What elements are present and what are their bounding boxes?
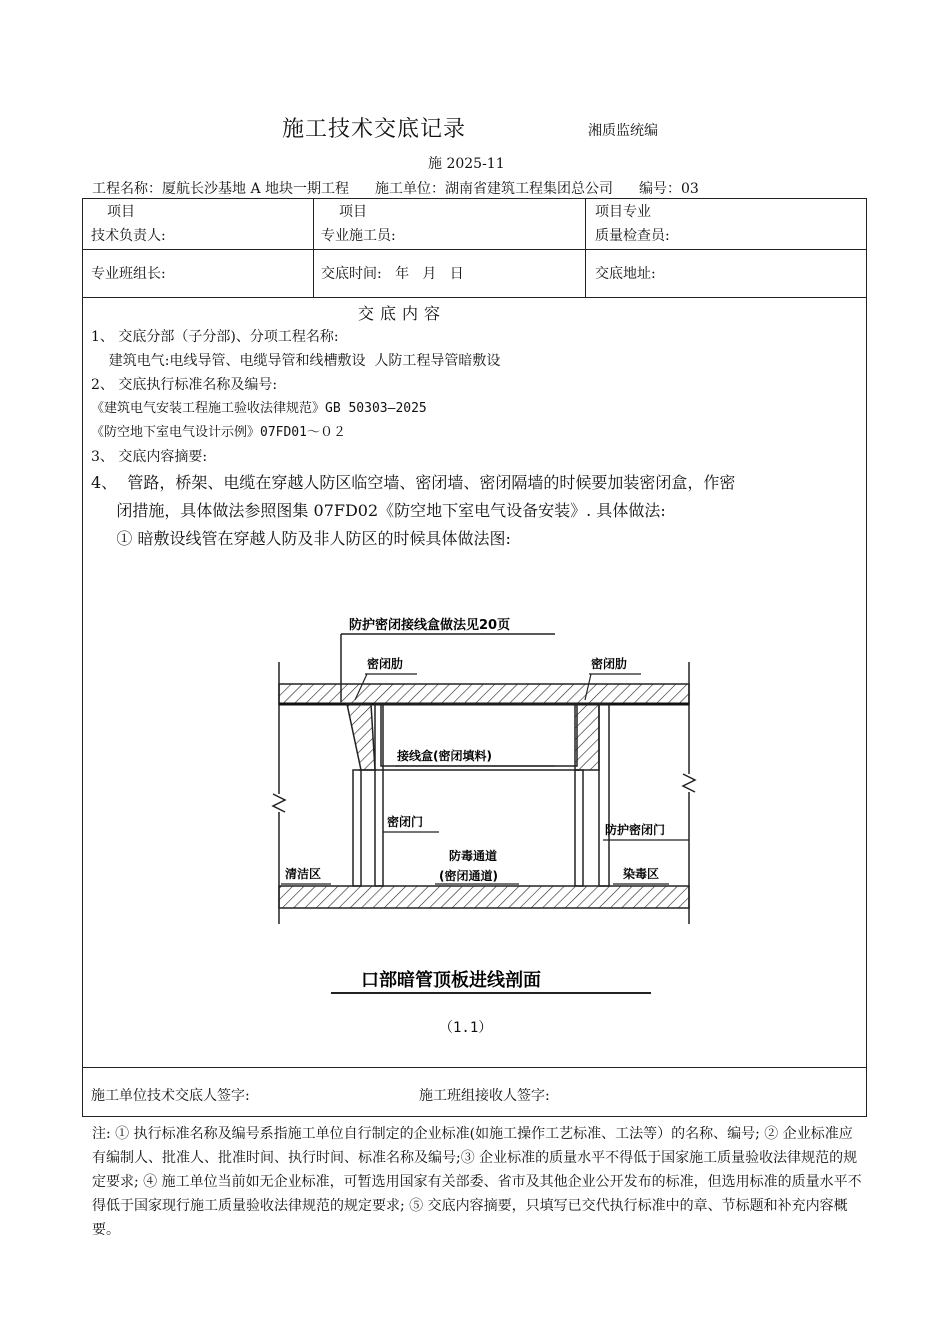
footnotes: 注: ① 执行标准名称及编号系指施工单位自行制定的企业标准(如施工操作工艺标准、工法等）的名称、编号; ② 企业标准应有编制人、批准人、批准时间、执行时间、标准名称及编号;③ 企业标准的质量水平不得低于国家施工质量验收法律规范的规定要求; ④ 施工单位当前如无企业标准，可暂选用国家有关部委、省市及其他企业公开发布的标准，但选用标准的质量水平不得低于国家现行施工质量验收法律规范的规定要求; ⑤ 交底内容摘要，只填写已交代执行标准中的章、节标题和补充内容概要。 — [92, 1126, 862, 1238]
content-line: 4、 管路，桥架、电缆在穿越人防区临空墙、密闭墙、密闭隔墙的时候要加装密闭盒，作密 — [91, 473, 736, 492]
row-divider — [83, 1067, 866, 1068]
break-symbol — [683, 774, 695, 792]
content-line: 2、 交底执行标准名称及编号: — [91, 377, 278, 393]
contractor-name: 施工单位：湖南省建筑工程集团总公司 — [375, 181, 614, 197]
label-clean-zone: 清洁区 — [285, 867, 322, 881]
cell-project-label-2: 项目 — [339, 204, 367, 220]
floor-slab — [279, 886, 689, 908]
section-drawing — [269, 604, 709, 1014]
col-divider — [585, 199, 586, 297]
right-rib — [575, 704, 599, 770]
cell-disclosure-time: 交底时间: 年 月 日 — [321, 266, 464, 282]
sign-receiver: 施工班组接收人签字: — [419, 1088, 550, 1104]
page-title: 施工技术交底记录 — [282, 117, 467, 142]
row-divider — [83, 249, 866, 250]
content-line: 建筑电气:电线导管、电缆导管和线槽敷设 人防工程导管暗敷设 — [91, 353, 501, 369]
break-symbol — [273, 794, 285, 812]
content-line: 1、 交底分部（子分部)、分项工程名称: — [91, 329, 339, 345]
label-junction-box: 接线盒(密闭填料) — [397, 749, 492, 763]
content-line: 闭措施，具体做法参照图集 07FD02《防空地下室电气设备安装》. 具体做法: — [91, 501, 666, 520]
standard-line: 《防空地下室电气设计示例》07FD01～０２ — [91, 425, 346, 440]
cell-project-specialty: 项目专业 — [595, 204, 651, 220]
publisher-label: 湘质监统编 — [588, 123, 658, 139]
sign-discloser: 施工单位技术交底人签字: — [91, 1088, 250, 1104]
figure-caption: （1.1） — [439, 1020, 493, 1036]
left-door-frame — [353, 770, 361, 886]
content-line: 3、 交底内容摘要: — [91, 449, 208, 465]
project-info-line — [92, 178, 699, 198]
label-door-right: 防护密闭门 — [605, 823, 666, 837]
cell-quality-inspector: 质量检查员: — [595, 228, 670, 244]
document-number: 编号：03 — [639, 181, 699, 197]
content-line: ① 暗敷设线管在穿越人防及非人防区的时候具体做法图: — [91, 529, 511, 548]
figure-title: 口部暗管顶板进线剖面 — [361, 970, 541, 991]
label-top: 防护密闭接线盒做法见20页 — [349, 618, 511, 633]
doc-code: 施 2025-11 — [428, 156, 505, 172]
row-divider — [83, 297, 866, 298]
label-corridor: 防毒通道 — [449, 849, 498, 863]
col-divider — [313, 199, 314, 297]
right-partition — [575, 770, 583, 886]
disclosure-table — [82, 198, 867, 1117]
right-door-frame — [599, 704, 609, 886]
label-dirty-zone: 染毒区 — [623, 867, 660, 881]
left-partition — [375, 704, 383, 886]
standard-line: 《建筑电气安装工程施工验收法律规范》GB 50303—2025 — [91, 401, 427, 416]
roof-slab — [279, 684, 689, 704]
left-rib — [347, 704, 375, 770]
content-heading: 交底内容 — [358, 304, 447, 323]
content-body — [91, 325, 735, 553]
cell-construction-staff: 专业施工员: — [321, 228, 396, 244]
cell-team-leader: 专业班组长: — [91, 266, 166, 282]
cell-project-label-1: 项目 — [107, 204, 135, 220]
label-rib-left: 密闭肋 — [367, 657, 404, 671]
project-name: 工程名称：厦航长沙基地 A 地块一期工程 — [92, 181, 350, 197]
label-rib-right: 密闭肋 — [591, 657, 628, 671]
cell-disclosure-place: 交底地址: — [595, 266, 656, 282]
label-corridor-sub: (密闭通道) — [439, 869, 498, 883]
label-door-left: 密闭门 — [387, 815, 424, 829]
cell-tech-lead: 技术负责人: — [91, 228, 166, 244]
